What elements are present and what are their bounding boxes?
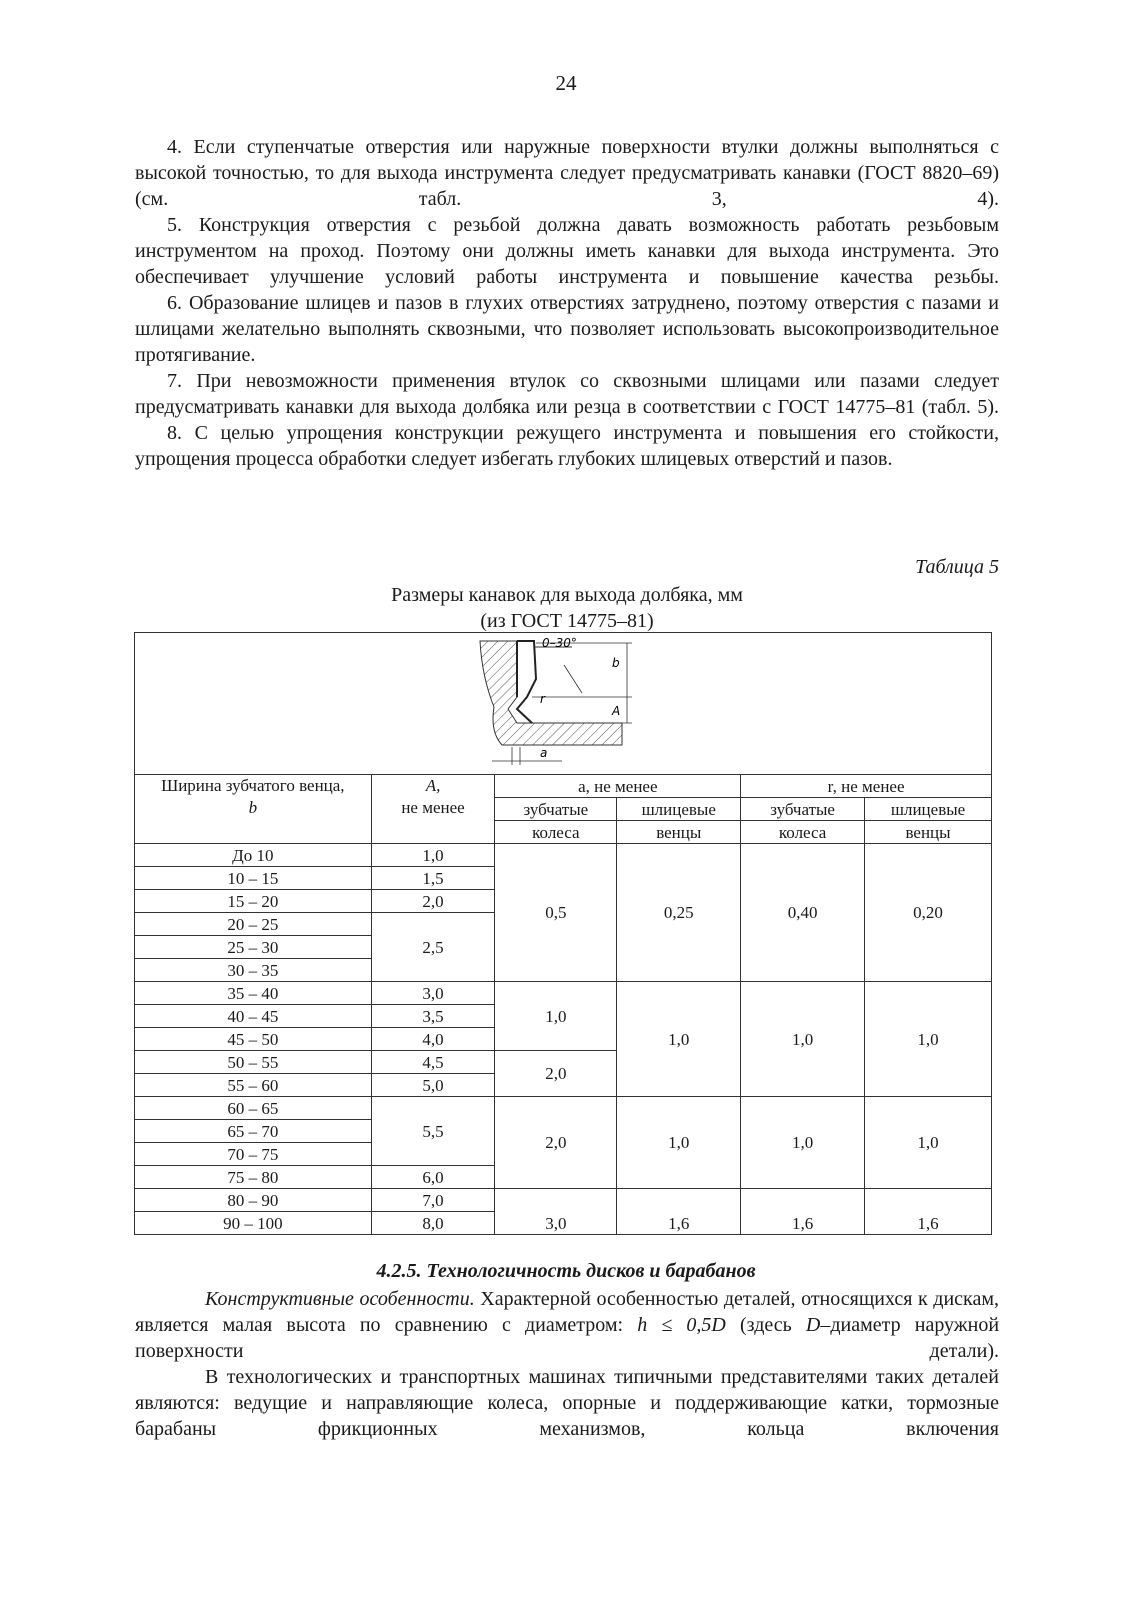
- b-range: 40 – 45: [135, 1005, 372, 1028]
- a-gear-value: 3,0: [495, 1189, 617, 1235]
- A-value: 2,5: [371, 913, 495, 982]
- b-range: 65 – 70: [135, 1120, 372, 1143]
- a-spline-value: 0,25: [617, 844, 741, 982]
- header-a-spline-l2: венцы: [617, 821, 741, 844]
- header-width-line2: b: [248, 798, 258, 817]
- A-value: 1,5: [371, 867, 495, 890]
- b-range: 80 – 90: [135, 1189, 372, 1212]
- A-value: 1,0: [371, 844, 495, 867]
- paragraph-6: 6. Образование шлицев и пазов в глухих отверстиях затруднено, поэтому отверстия с пазами и шлицами желательно выполнять сквозными, что позволяет использовать высокопроизводительное протягивание.: [135, 292, 999, 366]
- part-section: [480, 641, 622, 745]
- para1-text3: –диаметр наружной поверхности детали).: [135, 1314, 1000, 1362]
- paragraph-4: 4. Если ступенчатые отверстия или наружные поверхности втулки должны выполняться с высокой точностью, то для выхода инструмента следует предусматривать канавки (ГОСТ 8820–69) (см. табл. 3, 4).: [135, 136, 999, 210]
- b-range: 30 – 35: [135, 959, 372, 982]
- section-paragraph-1: [135, 1286, 999, 1364]
- section-body: [135, 1286, 999, 1442]
- b-range: 55 – 60: [135, 1074, 372, 1097]
- r-label: r: [540, 692, 545, 706]
- r-spline-value: 1,0: [865, 1097, 992, 1189]
- header-a-spline-l1: шлицевые: [617, 798, 741, 821]
- groove-diagram-box: [134, 632, 992, 775]
- a-spline-value: 1,0: [617, 1097, 741, 1189]
- A-value: 5,0: [371, 1074, 495, 1097]
- header-A: [371, 775, 495, 844]
- table-label: Таблица 5: [915, 556, 999, 578]
- section-paragraph-2: В технологических и транспортных машинах типичными представителями таких деталей являются: ведущие и направляющие колеса, опорные и поддерживающие катки, тормозные барабаны фрикционных механизмов, кольца включения: [135, 1366, 999, 1440]
- A-value: 3,0: [371, 982, 495, 1005]
- b-range: 70 – 75: [135, 1143, 372, 1166]
- A-value: 6,0: [371, 1166, 495, 1189]
- a-gear-value: 2,0: [495, 1097, 617, 1189]
- b-range: 15 – 20: [135, 890, 372, 913]
- body-text: [135, 134, 999, 472]
- header-A-line2: не менее: [401, 798, 465, 817]
- paragraph-5: 5. Конструкция отверстия с резьбой должна давать возможность работать резьбовым инструментом на проход. Поэтому они должны иметь канавки для выхода инструмента. Это обеспечивает улучшение условий работы инструмента и повышение качества резьбы.: [135, 214, 999, 288]
- paragraph-7: 7. При невозможности применения втулок со сквозными шлицами или пазами следует предусматривать канавки для выхода долбяка или резца в соответствии с ГОСТ 14775–81 (табл. 5).: [135, 370, 999, 418]
- b-range: 25 – 30: [135, 936, 372, 959]
- a-spline-value: 1,6: [617, 1189, 741, 1235]
- r-gear-value: 1,0: [741, 1097, 865, 1189]
- b-range: 20 – 25: [135, 913, 372, 936]
- table-title: [135, 582, 999, 634]
- groove-diagram: [472, 637, 652, 771]
- r-gear-value: 0,40: [741, 844, 865, 982]
- D-symbol: D: [805, 1314, 821, 1336]
- A-value: 7,0: [371, 1189, 495, 1212]
- section-title: 4.2.5. Технологичность дисков и барабанов: [376, 1260, 756, 1282]
- angle-label: 0–30°: [542, 637, 577, 650]
- A-value: 2,0: [371, 890, 495, 913]
- para1-text2: (здесь: [725, 1314, 806, 1336]
- A-label: A: [612, 704, 621, 718]
- a-gear-value: 1,0: [495, 982, 617, 1051]
- A-value: 8,0: [371, 1212, 495, 1235]
- para1-text1: Характерной особенностью деталей, относящихся к дискам, является малая высота по сравнению с диаметром:: [135, 1288, 999, 1336]
- header-r-gear-l2: колеса: [741, 821, 865, 844]
- b-range: 90 – 100: [135, 1212, 372, 1235]
- b-range: 50 – 55: [135, 1051, 372, 1074]
- a-gear-value: 2,0: [495, 1051, 617, 1097]
- groove-table: [134, 774, 992, 1235]
- header-a-group: a, не менее: [495, 775, 741, 798]
- r-gear-value: 1,6: [741, 1189, 865, 1235]
- A-value: 4,5: [371, 1051, 495, 1074]
- b-range: 45 – 50: [135, 1028, 372, 1051]
- A-value: 4,0: [371, 1028, 495, 1051]
- b-range: До 10: [135, 844, 372, 867]
- b-label: b: [612, 656, 620, 670]
- header-width: [135, 775, 372, 844]
- formula: h ≤ 0,5D: [637, 1314, 726, 1336]
- A-value: 3,5: [371, 1005, 495, 1028]
- header-a-gear-l2: колеса: [495, 821, 617, 844]
- table-title-line2: (из ГОСТ 14775–81): [480, 610, 654, 632]
- header-r-spline-l2: венцы: [865, 821, 992, 844]
- r-spline-value: 1,6: [865, 1189, 992, 1235]
- paragraph-8: 8. С целью упрощения конструкции режущего инструмента и повышения его стойкости, упрощения процесса обработки следует избегать глубоких шлицевых отверстий и пазов.: [135, 422, 999, 470]
- a-gear-value: 0,5: [495, 844, 617, 982]
- header-A-line1: A,: [425, 776, 441, 795]
- b-range: 75 – 80: [135, 1166, 372, 1189]
- header-a-gear-l1: зубчатые: [495, 798, 617, 821]
- b-range: 60 – 65: [135, 1097, 372, 1120]
- header-r-group: r, не менее: [741, 775, 992, 798]
- b-range: 10 – 15: [135, 867, 372, 890]
- r-spline-value: 0,20: [865, 844, 992, 982]
- header-r-spline-l1: шлицевые: [865, 798, 992, 821]
- header-r-gear-l1: зубчатые: [741, 798, 865, 821]
- table-title-line1: Размеры канавок для выхода долбяка, мм: [391, 584, 743, 606]
- a-spline-value: 1,0: [617, 982, 741, 1097]
- tool-profile: [517, 641, 536, 723]
- r-gear-value: 1,0: [741, 982, 865, 1097]
- page-number: 24: [555, 71, 577, 95]
- header-width-line1: Ширина зубчатого венца,: [161, 776, 345, 795]
- b-range: 35 – 40: [135, 982, 372, 1005]
- A-value: 5,5: [371, 1097, 495, 1166]
- italic-lead: Конструктивные особенности.: [205, 1288, 475, 1310]
- r-spline-value: 1,0: [865, 982, 992, 1097]
- a-label: a: [540, 746, 548, 760]
